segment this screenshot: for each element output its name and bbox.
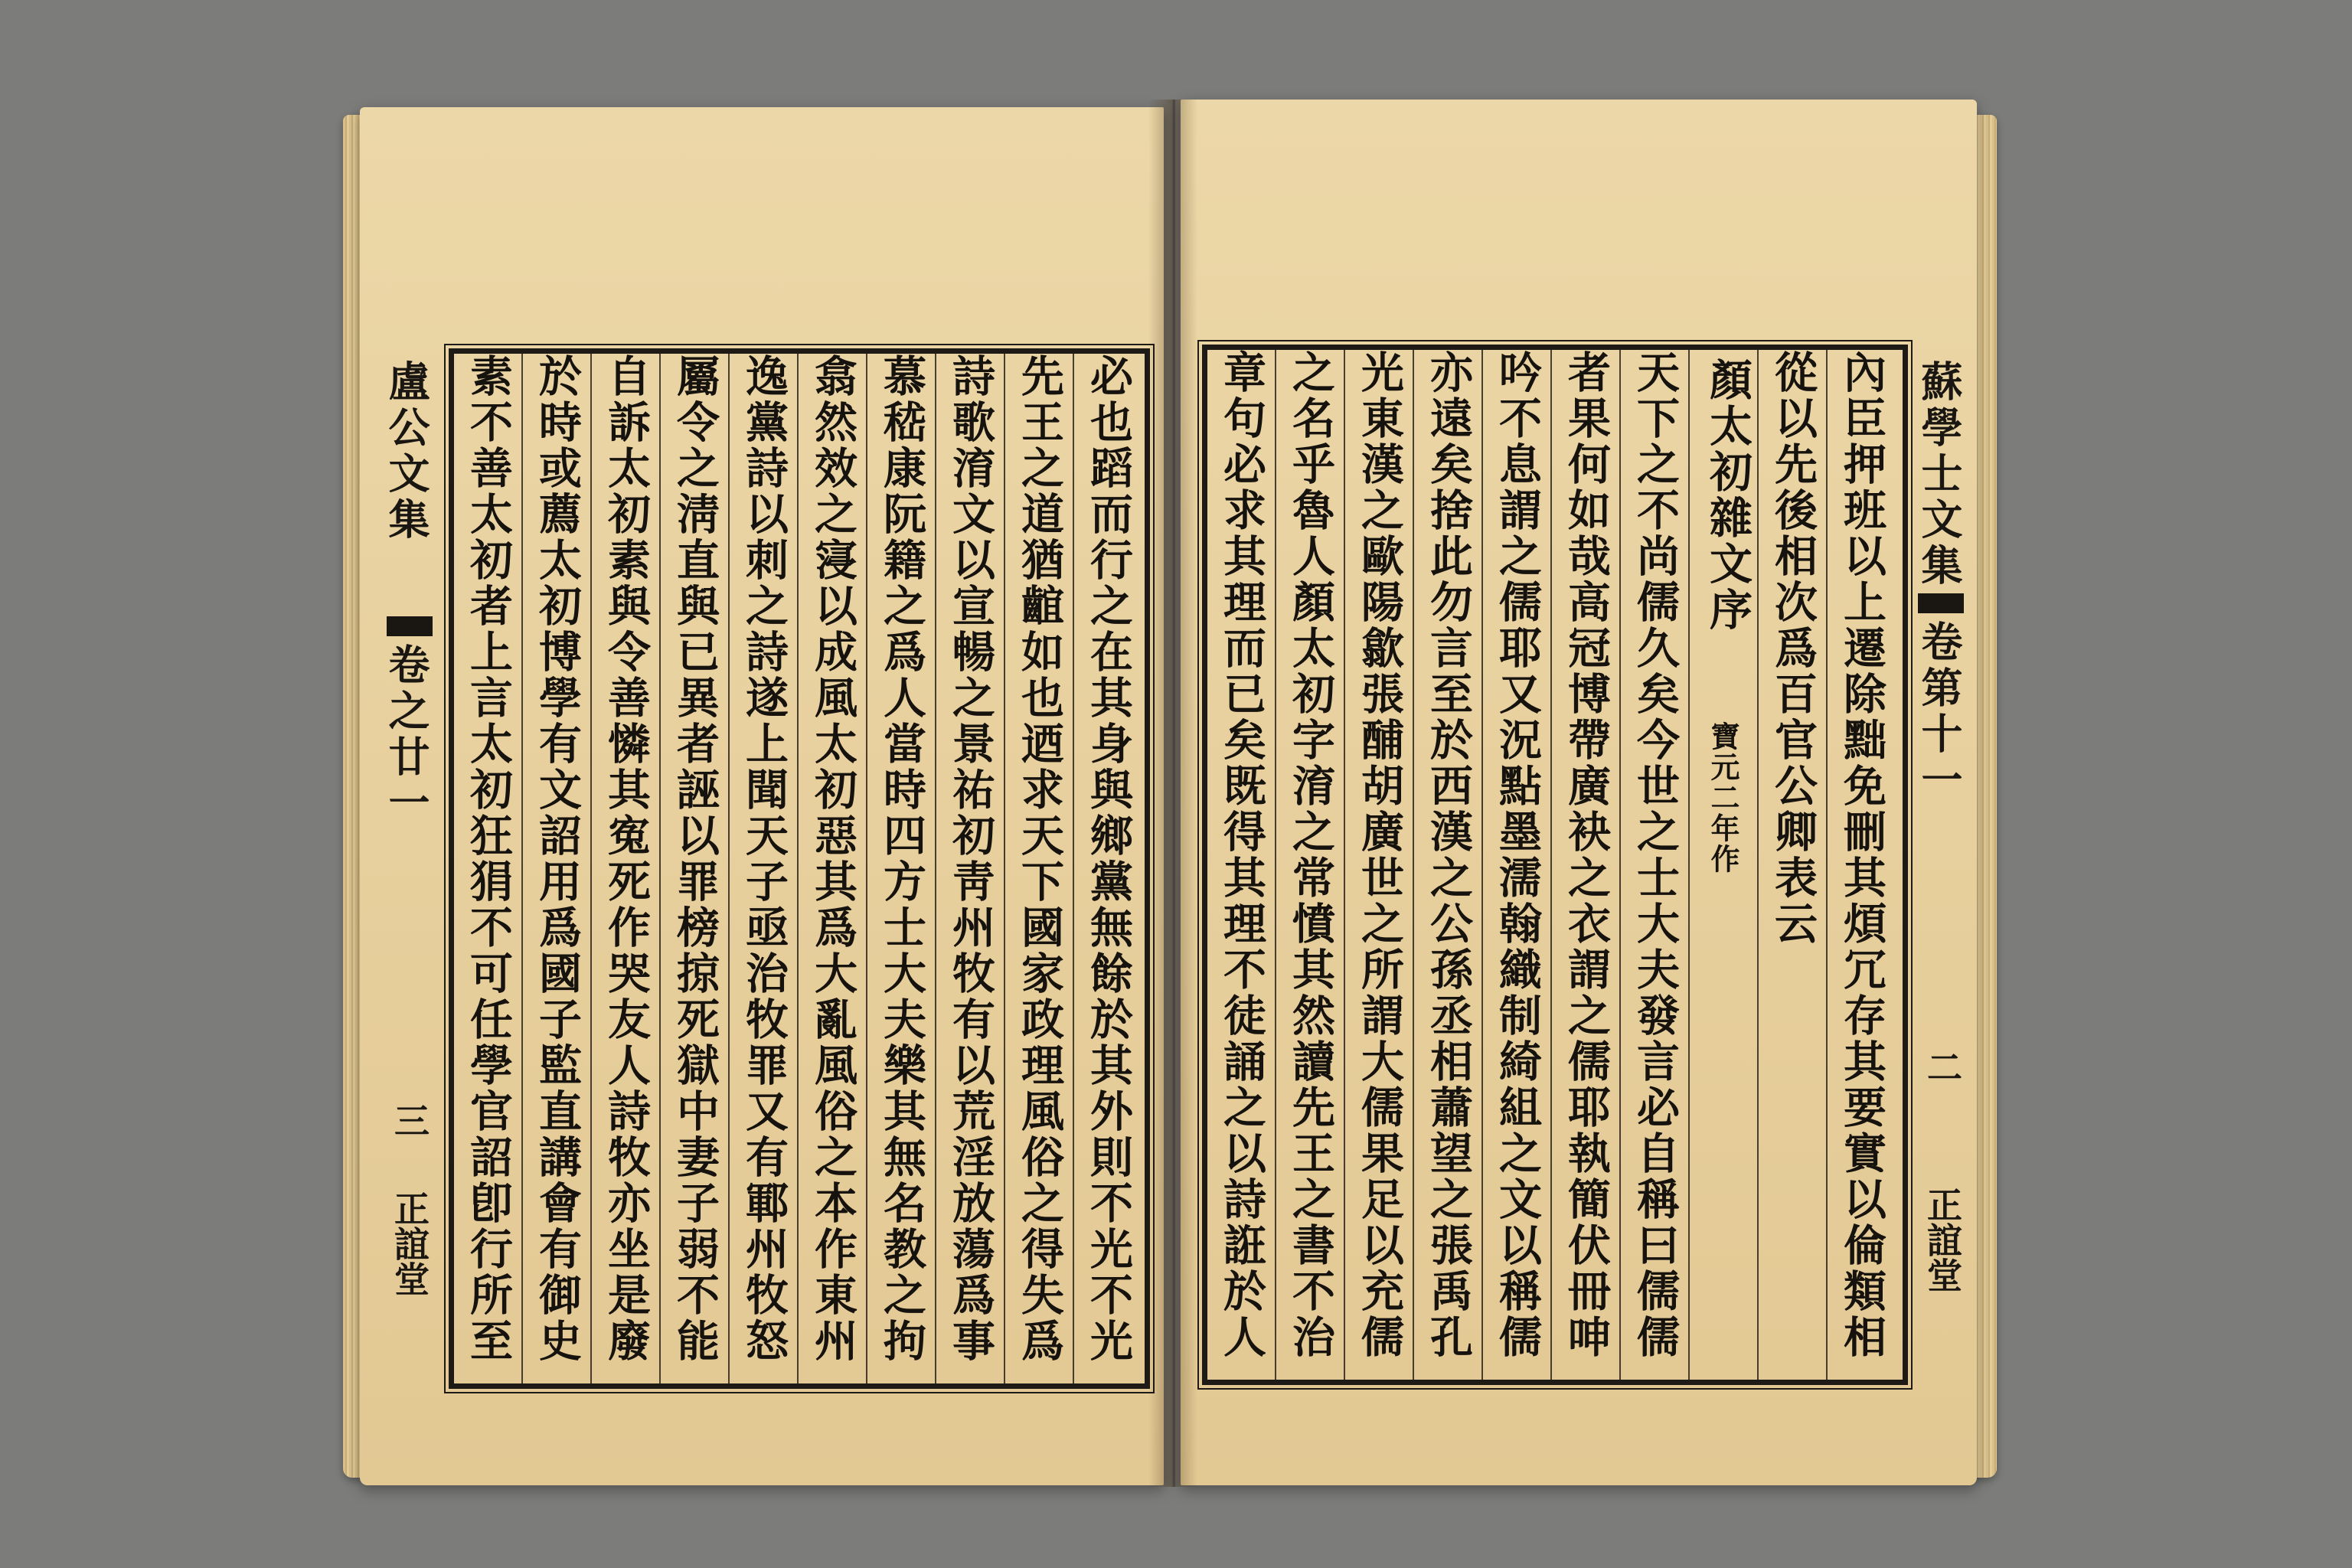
left-banxin-volume: 卷之廿一: [382, 643, 431, 827]
right-banxin-volume: 卷第十一: [1915, 620, 1964, 804]
right-column-3-wrap: [1697, 350, 1759, 1380]
left-column-10: 素不善太初者上言太初狂狷不可任學官詔卽行所至: [463, 354, 514, 1364]
right-text-frame: [1202, 345, 1908, 1385]
left-text-frame: [449, 348, 1150, 1389]
right-banxin-title: 蘇學士文集: [1915, 360, 1964, 590]
right-banxin-page-no: 二: [1922, 1049, 1963, 1084]
right-column-8: 光東漢之歐陽歙張酺胡廣世之所謂大儒果足以充儒: [1354, 350, 1405, 1361]
left-column-5: 翕然效之寖以成風太初惡其爲大亂風俗之本作東州: [808, 354, 858, 1364]
right-column-4: 天下之不尚儒久矣今世之士大夫發言必自稱曰儒儒: [1630, 350, 1681, 1361]
right-column-3: 顏太初雜文序: [1703, 358, 1753, 633]
left-banxin-title: 盧公文集: [382, 360, 431, 544]
right-column-2: 從以先後相次爲百官公卿表云: [1768, 350, 1818, 947]
right-column-1: 內臣押班以上遷除黜免刪其煩冗存其要實以倫類相: [1837, 350, 1887, 1361]
right-column-7: 亦遠矣捨此勿言至於西漢之公孫丞相蕭望之張禹孔: [1423, 350, 1474, 1361]
left-banxin-page-no: 三: [389, 1102, 430, 1138]
left-column-8: 自訴太初素與令善憐其寃死作哭友人詩牧亦坐是廢: [601, 354, 652, 1364]
left-column-1: 必也蹈而行之在其身與鄉黨無餘於其外則不光不光: [1083, 354, 1134, 1364]
left-banxin-fishtail: [387, 616, 433, 636]
book-gutter: [1148, 100, 1197, 1487]
left-column-7: 屬令之淸直與已異者誣以罪榜掠死獄中妻子弱不能: [670, 354, 720, 1364]
left-banxin-hall: 正誼堂: [389, 1191, 430, 1296]
left-column-4: 慕嵇康阮籍之爲人當時四方士大夫樂其無名教之拘: [877, 354, 927, 1364]
right-banxin-fishtail: [1918, 593, 1964, 613]
left-column-3: 詩歌淯文以宣暢之景祐初靑州牧有以荒淫放蕩爲事: [946, 354, 996, 1364]
right-banxin-hall: 正誼堂: [1922, 1187, 1963, 1292]
right-column-5: 者果何如哉高冠博帶廣袂之衣謂之儒耶執簡伏冊呻: [1561, 350, 1612, 1361]
right-column-9: 之名乎魯人顏太初字淯之常憤其然讀先王之書不治: [1285, 350, 1336, 1361]
left-column-9: 於時或薦太初博學有文詔用爲國子監直講會有御史: [532, 354, 583, 1364]
right-column-3-note: 寶元二年作: [1706, 721, 1740, 874]
left-column-6: 逸黨詩以刺之詩遂上聞天子亟治牧罪又有鄆州牧怒: [739, 354, 789, 1364]
left-column-2: 先王之道猶𪘲如也迺求天下國家政理風俗之得失爲: [1014, 354, 1065, 1364]
right-column-6: 吟不息謂之儒耶又況點墨濡翰織制綺組之文以稱儒: [1492, 350, 1543, 1361]
right-column-10: 章句必求其理而已矣既得其理不徒誦之以詩誑於人: [1217, 350, 1267, 1361]
